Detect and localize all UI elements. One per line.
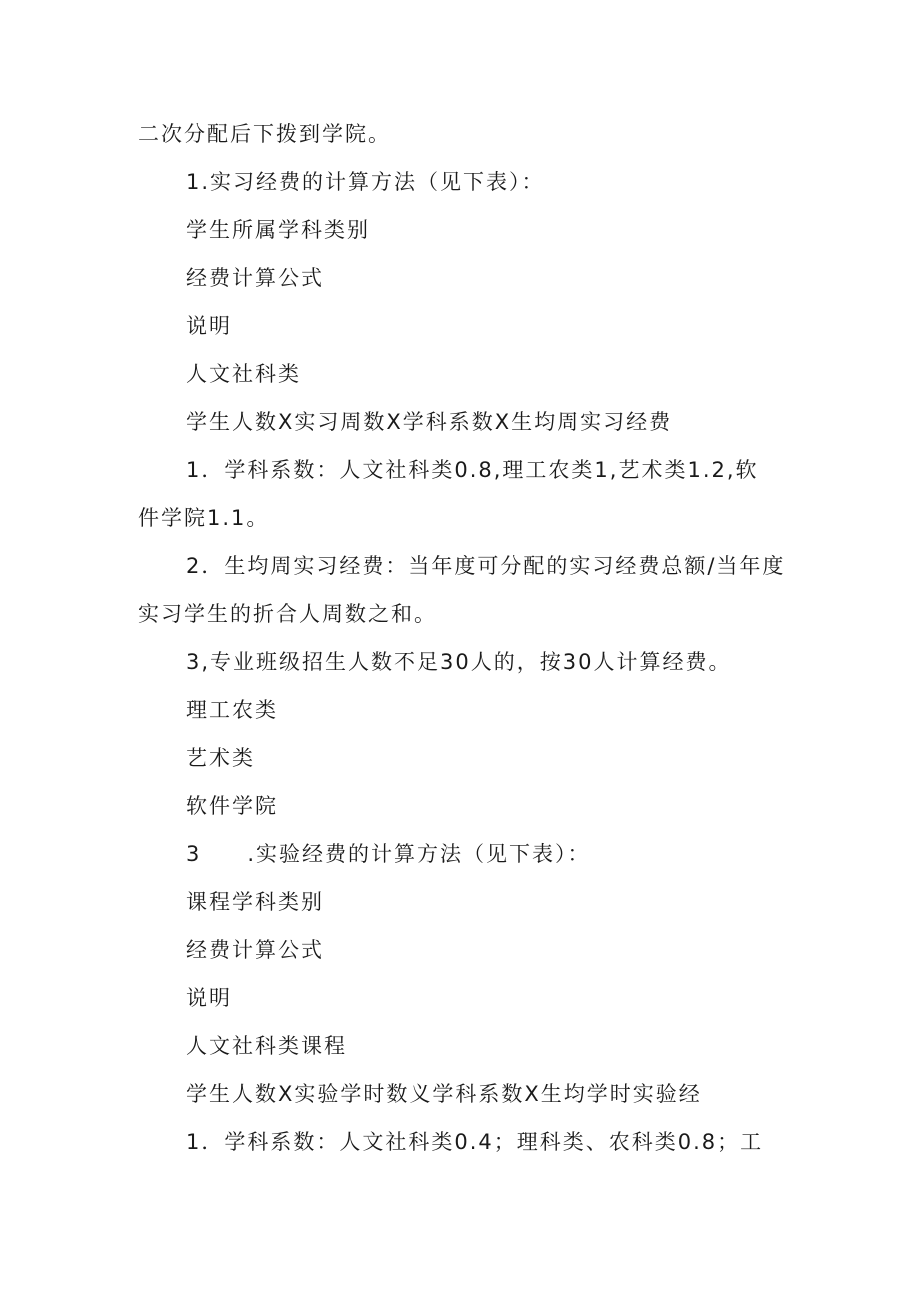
text-line: 1．学科系数：人文社科类0.8,理工农类1,艺术类1.2,软 <box>186 458 759 482</box>
text-line: 艺术类 <box>186 746 255 770</box>
text-line: 1.实习经费的计算方法（见下表）： <box>186 170 545 194</box>
text-line: 学生所属学科类别 <box>186 218 370 242</box>
text-line: 二次分配后下拨到学院。 <box>138 122 391 146</box>
text-line: 理工农类 <box>186 698 278 722</box>
text-line: 学生人数X实习周数X学科系数X生均周实习经费 <box>186 410 673 434</box>
text-line: 学生人数X实验学时数义学科系数X生均学时实验经 <box>186 1082 702 1106</box>
text-line: 3 .实验经费的计算方法（见下表）： <box>186 842 591 866</box>
text-line: 人文社科类 <box>186 362 301 386</box>
text-line: 课程学科类别 <box>186 890 324 914</box>
text-line: 2．生均周实习经费：当年度可分配的实习经费总额/当年度 <box>186 554 786 578</box>
text-line: 1．学科系数：人文社科类0.4；理科类、农科类0.8；工 <box>186 1130 764 1154</box>
text-line: 实习学生的折合人周数之和。 <box>138 602 437 626</box>
text-line: 说明 <box>186 314 232 338</box>
text-line: 软件学院 <box>186 794 278 818</box>
text-line: 人文社科类课程 <box>186 1034 347 1058</box>
text-line: 件学院1.1。 <box>138 506 270 530</box>
text-line: 说明 <box>186 986 232 1010</box>
text-line: 经费计算公式 <box>186 938 324 962</box>
text-line: 经费计算公式 <box>186 266 324 290</box>
text-line: 3,专业班级招生人数不足30人的，按30人计算经费。 <box>186 650 732 674</box>
